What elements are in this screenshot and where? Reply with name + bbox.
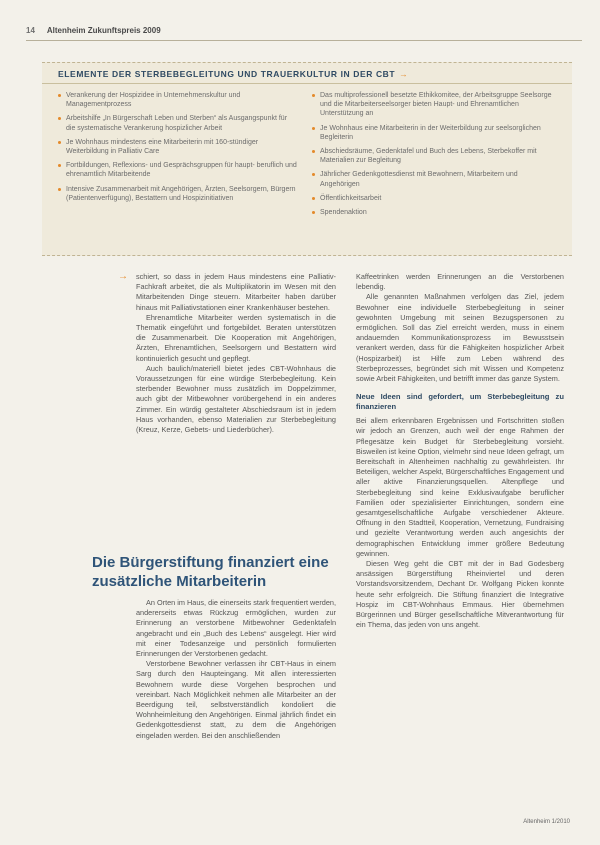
paragraph: Diesen Weg geht die CBT mit der in Bad Godesberg ansässigen Bürgerstiftung Rheinviertel und deren Vorstandsvorsitzendem, Dechant Dr. Wolfgang Picken konnte heute sehr erfolgreich. Die Stiftung finanziert die Integrative Hospiz im CBT-Wohnhaus Emmaus. Hier übernehmen Bürgerinnen und Bürger gesellschaftliche Mitverantwortung für ein Thema, das jeden von uns angeht.: [356, 559, 564, 630]
list-item: Das multiprofessionell besetzte Ethikkomitee, der Arbeitsgruppe Seelsorge und die Mitarbeiterseelsorger bieten Haupt- und Ehrenamtlichen Unterstützung an: [312, 91, 552, 119]
page-number: 14: [26, 26, 35, 35]
list-item: Je Wohnhaus mindestens eine Mitarbeiterin mit 160-stündiger Weiterbildung in Palliativ Care: [58, 138, 298, 156]
list-item: Fortbildungen, Reflexions- und Gesprächsgruppen für haupt- beruflich und ehrenamtlich Mitarbeitende: [58, 161, 298, 179]
paragraph: Auch baulich/materiell bietet jedes CBT-Wohnhaus die Voraussetzungen für eine würdige Sterbebegleitung. Kein sterbender Bewohner muss zusätzlich im Doppelzimmer, auch gibt der Mitbewohner vorübergehend in ein anderes Zimmer. Ein würdig gestalteter Abschiedsraum ist in jedem Haus vorhanden, ebenso Materialien zur Sterbebegleitung (Kreuz, Kerze, Gebets- und Liederbücher).: [136, 363, 336, 435]
paragraph: Bei allem erkennbaren Ergebnissen und Fortschritten stoßen wir jedoch an Grenzen, auch weil der enge Rahmen der Pflegesätze kein Budget für Sterbebegleitung vorsieht. Bisweilen ist keine Option, vielmehr sind neue Ideen gefragt, um Bereitschaft in Altenheimen nachhaltig zu gewährleisten. Ihr Beteiligen, welcher Aspekt, Bürgerschaftliches Engagement und aller aktive Finanzierungsquellen. Altenpflege und Sterbebegleitung sind keine Exklusivaufgabe beruflicher Familien oder spezialisierter Einrichtungen, sondern eine gesamtgesellschaftliche Aufgabe verschiedener Akteure. Offnung in den Stadtteil, Kooperation, Vernetzung, Fundraising und gezielte Verantwortung werden auch angesichts der demographischen Entwicklung immer größere Bedeutung gewinnen.: [356, 416, 564, 558]
publication-title: Altenheim Zukunftspreis 2009: [46, 26, 161, 35]
paragraph: schiert, so dass in jedem Haus mindestens eine Palliativ-Fachkraft arbeitet, die als Multiplikatorin im Wesen mit den Mitarbeitenden Dinge steuern. Mitarbeiter haben darüber hinaus mit Palliativstationen einer Krankenhäuser bestehen.: [136, 272, 336, 312]
infobox-right-list: [312, 91, 552, 222]
infobox-left-list: [58, 91, 298, 208]
bullet-icon: [312, 94, 315, 97]
infobox-divider: [42, 83, 572, 84]
list-item: Je Wohnhaus eine Mitarbeiterin in der Weiterbildung zur seelsorglichen Begleiterin: [312, 124, 552, 142]
paragraph: An Orten im Haus, die einerseits stark frequentiert werden, andererseits etwas Rückzug ermöglichen, wurden zur Erinnerung an verstorbene Mitbewohner Gedenktafeln angebracht und ein „Buch des Lebens“ ausgelegt. Hier wird mit einer Todesanzeige und persönlich formulierten Erinnerungen der Verstorbenen gedacht.: [136, 598, 336, 659]
bullet-icon: [58, 94, 61, 97]
list-item: Verankerung der Hospizidee in Unternehmenskultur und Managementprozess: [58, 91, 298, 109]
article-column-right: [356, 272, 564, 631]
list-item: Arbeitshilfe „In Bürgerschaft Leben und Sterben“ als Ausgangspunkt für die systematische Verankerung hospizlicher Arbeit: [58, 114, 298, 132]
paragraph: Verstorbene Bewohner verlassen ihr CBT-Haus in einem Sarg durch den Haupteingang. Mit allen interessierten Bewohnern wurde diese Vorgehen besprochen und vereinbart. Nach Möglichkeit nehmen alle Mitarbeiter an der Beerdigung teil, selbstverständlich kondoliert die Wohnheimleitung den Angehörigen. Einmal jährlich findet ein Gedenkgottesdienst statt, zu dem die Angehörigen eingeladen werden. Bei den anschließenden: [136, 659, 336, 740]
continuation-arrow-icon: →: [118, 271, 128, 282]
page-footer: Altenheim 1/2010: [523, 819, 570, 825]
bullet-icon: [58, 141, 61, 144]
bullet-icon: [312, 127, 315, 130]
article-column-left: [136, 272, 336, 435]
list-item: Spendenaktion: [312, 208, 552, 217]
header-divider: [26, 40, 582, 41]
bullet-icon: [58, 117, 61, 120]
arrow-right-icon: →: [399, 69, 409, 79]
paragraph: Kaffeetrinken werden Erinnerungen an die Verstorbenen lebendig.: [356, 272, 564, 292]
infobox-title: ELEMENTE DER STERBEBEGLEITUNG UND TRAUERKULTUR IN DER CBT →: [58, 69, 409, 79]
list-item: Abschiedsräume, Gedenktafel und Buch des Lebens, Sterbekoffer mit Materialien zur Begleitung: [312, 147, 552, 165]
article-heading: Die Bürgerstiftung finanziert eine zusätzliche Mitarbeiterin: [92, 554, 329, 590]
bullet-icon: [312, 197, 315, 200]
paragraph: Alle genannten Maßnahmen verfolgen das Ziel, jedem Bewohner eine individuelle Sterbebegleitung in seiner gewohnten Umgebung mit seinen Bezugspersonen zu ermöglichen. Soll das Ziel erreicht werden, muss in einem andauernden Kommunikationsprozess im Bewusstsein verankert werden, dass für die Fähigkeiten hospizlicher Arbeit (Hospizarbeit) ist Hilfe zum Leben während des Sterbeprozesses, begründet sich mit Wissen und Kompetenz sowie Arbeit Fähigkeiten, und betrifft immer das ganze System.: [356, 292, 564, 384]
paragraph: Ehrenamtliche Mitarbeiter werden systematisch in die Thematik eingeführt und fortgebildet. Beraten unterstützen die Zusammenarbeit. Die Kooperation mit Angehörigen, Ärzten, Ehrenamtlichen, Seelsorgern und Bestattern wird kontinuierlich gesucht und gepflegt.: [136, 312, 336, 363]
bullet-icon: [312, 173, 315, 176]
bullet-icon: [312, 211, 315, 214]
bullet-icon: [312, 150, 315, 153]
article-column-left-lower: [136, 598, 336, 741]
elements-infobox: [42, 62, 572, 256]
page-header: [26, 26, 574, 40]
list-item: Öffentlichkeitsarbeit: [312, 194, 552, 203]
bullet-icon: [58, 188, 61, 191]
article-subheading: Neue Ideen sind gefordert, um Sterbebegleitung zu finanzieren: [356, 392, 564, 412]
list-item: Jährlicher Gedenkgottesdienst mit Bewohnern, Mitarbeitern und Angehörigen: [312, 170, 552, 188]
list-item: Intensive Zusammenarbeit mit Angehörigen, Ärzten, Seelsorgern, Bürgern (Patientenverfügung), Bestattern und Hospizinitiativen: [58, 185, 298, 203]
bullet-icon: [58, 164, 61, 167]
